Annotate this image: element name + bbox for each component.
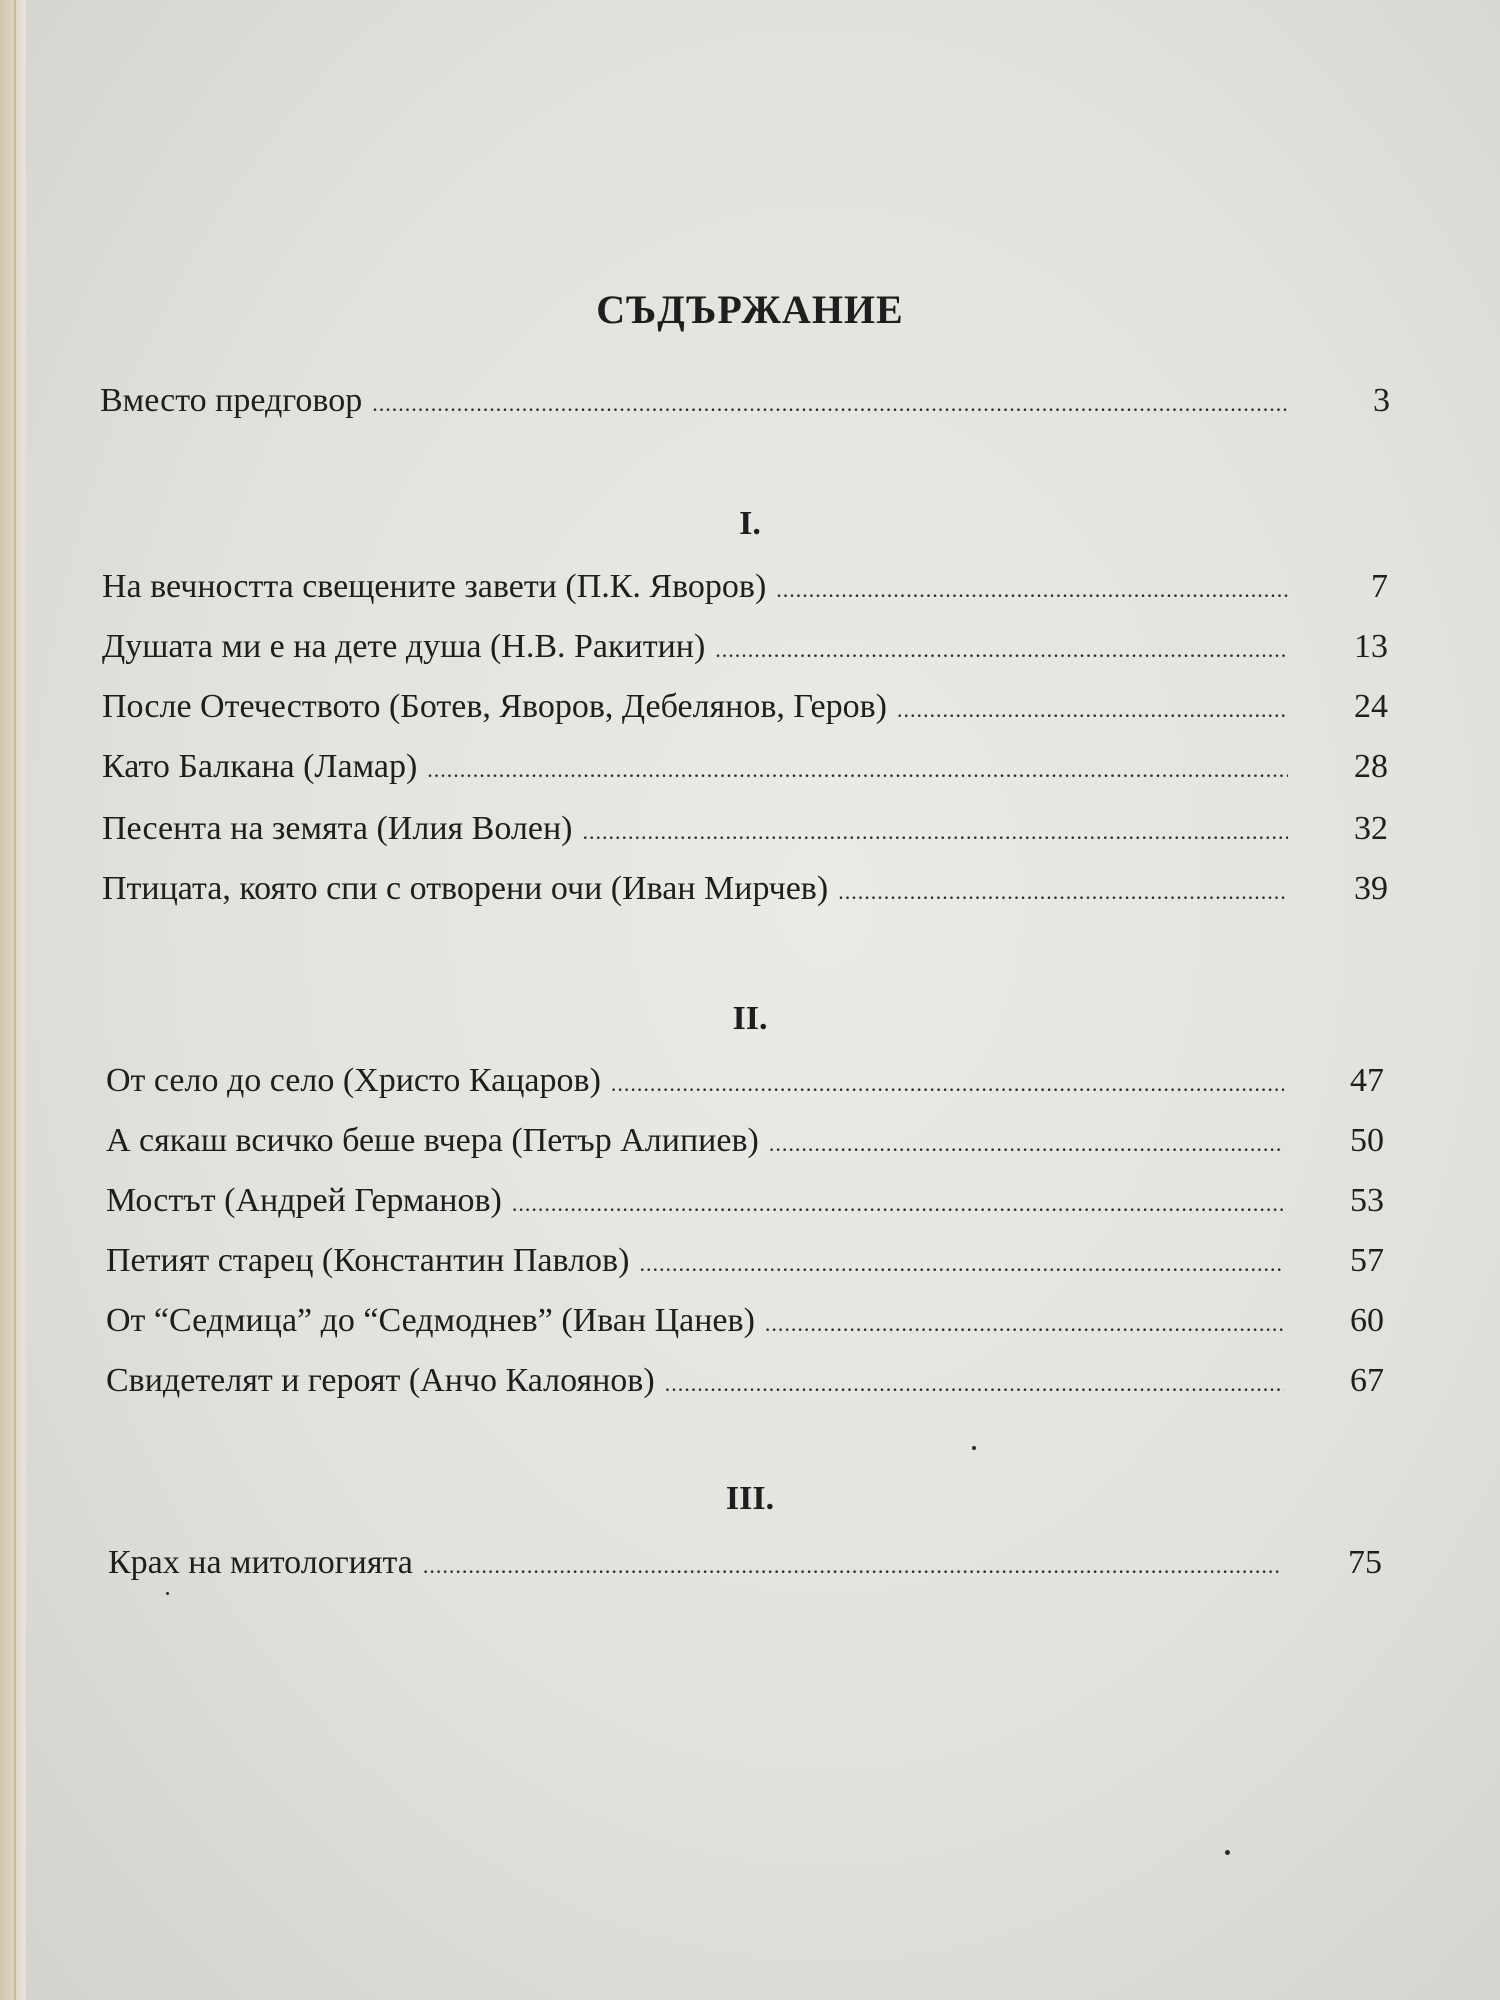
dot-leader [582, 819, 1288, 845]
toc-entry [102, 810, 1388, 848]
page-number: 60 [1350, 1302, 1384, 1339]
paper-speck [166, 1592, 169, 1595]
dot-leader [665, 1371, 1284, 1397]
section-heading-2: II. [732, 1000, 768, 1037]
page-number: 32 [1354, 810, 1388, 847]
toc-entry [102, 748, 1388, 786]
entry-title: От “Седмица” до “Седмоднев” (Иван Цанев) [106, 1302, 755, 1339]
entry-title: Петият старец (Константин Павлов) [106, 1242, 630, 1279]
page-number: 28 [1354, 748, 1388, 785]
toc-entry [106, 1302, 1384, 1340]
page-number: 47 [1350, 1062, 1384, 1099]
section-heading-1: I. [739, 505, 761, 542]
page-number: 67 [1350, 1362, 1384, 1399]
toc-entry [106, 1122, 1384, 1160]
entry-title: А сякаш всичко беше вчера (Петър Алипиев) [106, 1122, 759, 1159]
toc-entry [106, 1062, 1384, 1100]
page-number: 57 [1350, 1242, 1384, 1279]
page-number: 50 [1350, 1122, 1384, 1159]
entry-title: Крах на митологията [108, 1544, 413, 1581]
toc-entry [102, 628, 1388, 666]
page-number: 7 [1371, 568, 1388, 605]
page-number: 13 [1354, 628, 1388, 665]
toc-entry [102, 870, 1388, 908]
dot-leader [838, 879, 1288, 905]
entry-title: На вечността свещените завети (П.К. Яворов) [102, 568, 767, 605]
entry-title: Мостът (Андрей Германов) [106, 1182, 502, 1219]
paper-speck [972, 1446, 976, 1450]
toc-entry [106, 1182, 1384, 1220]
page-number: 24 [1354, 688, 1388, 725]
entry-title: Душата ми е на дете душа (Н.В. Ракитин) [102, 628, 706, 665]
page-number: 39 [1354, 870, 1388, 907]
dot-leader [776, 577, 1288, 603]
dot-leader [423, 1553, 1282, 1579]
toc-entry [102, 688, 1388, 726]
dot-leader [639, 1251, 1284, 1277]
page-number: 75 [1348, 1544, 1382, 1581]
dot-leader [765, 1311, 1284, 1337]
entry-title: Като Балкана (Ламар) [102, 748, 418, 785]
entry-title: Свидетелят и героят (Анчо Калоянов) [106, 1362, 655, 1399]
page-number: 3 [1373, 382, 1390, 419]
toc-entry [106, 1362, 1384, 1400]
dot-leader [427, 757, 1288, 783]
dot-leader [715, 637, 1288, 663]
dot-leader [769, 1131, 1284, 1157]
toc-entry [108, 1544, 1382, 1582]
section-heading-3: III. [725, 1480, 775, 1517]
entry-title: От село до село (Христо Кацаров) [106, 1062, 601, 1099]
toc-entry-intro [100, 382, 1390, 420]
toc-entry [102, 568, 1388, 606]
entry-title: Песента на земята (Илия Волен) [102, 810, 573, 847]
paper-speck [1225, 1850, 1230, 1855]
page-number: 53 [1350, 1182, 1384, 1219]
entry-title: Птицата, която спи с отворени очи (Иван Мирчев) [102, 870, 829, 907]
toc-entry [106, 1242, 1384, 1280]
entry-title: Вместо предговор [100, 382, 363, 419]
dot-leader [611, 1071, 1284, 1097]
dot-leader [897, 697, 1288, 723]
entry-title: После Отечеството (Ботев, Яворов, Дебелянов, Геров) [102, 688, 887, 725]
toc-title: СЪДЪРЖАНИЕ [596, 287, 904, 332]
dot-leader [372, 391, 1290, 417]
dot-leader [512, 1191, 1284, 1217]
